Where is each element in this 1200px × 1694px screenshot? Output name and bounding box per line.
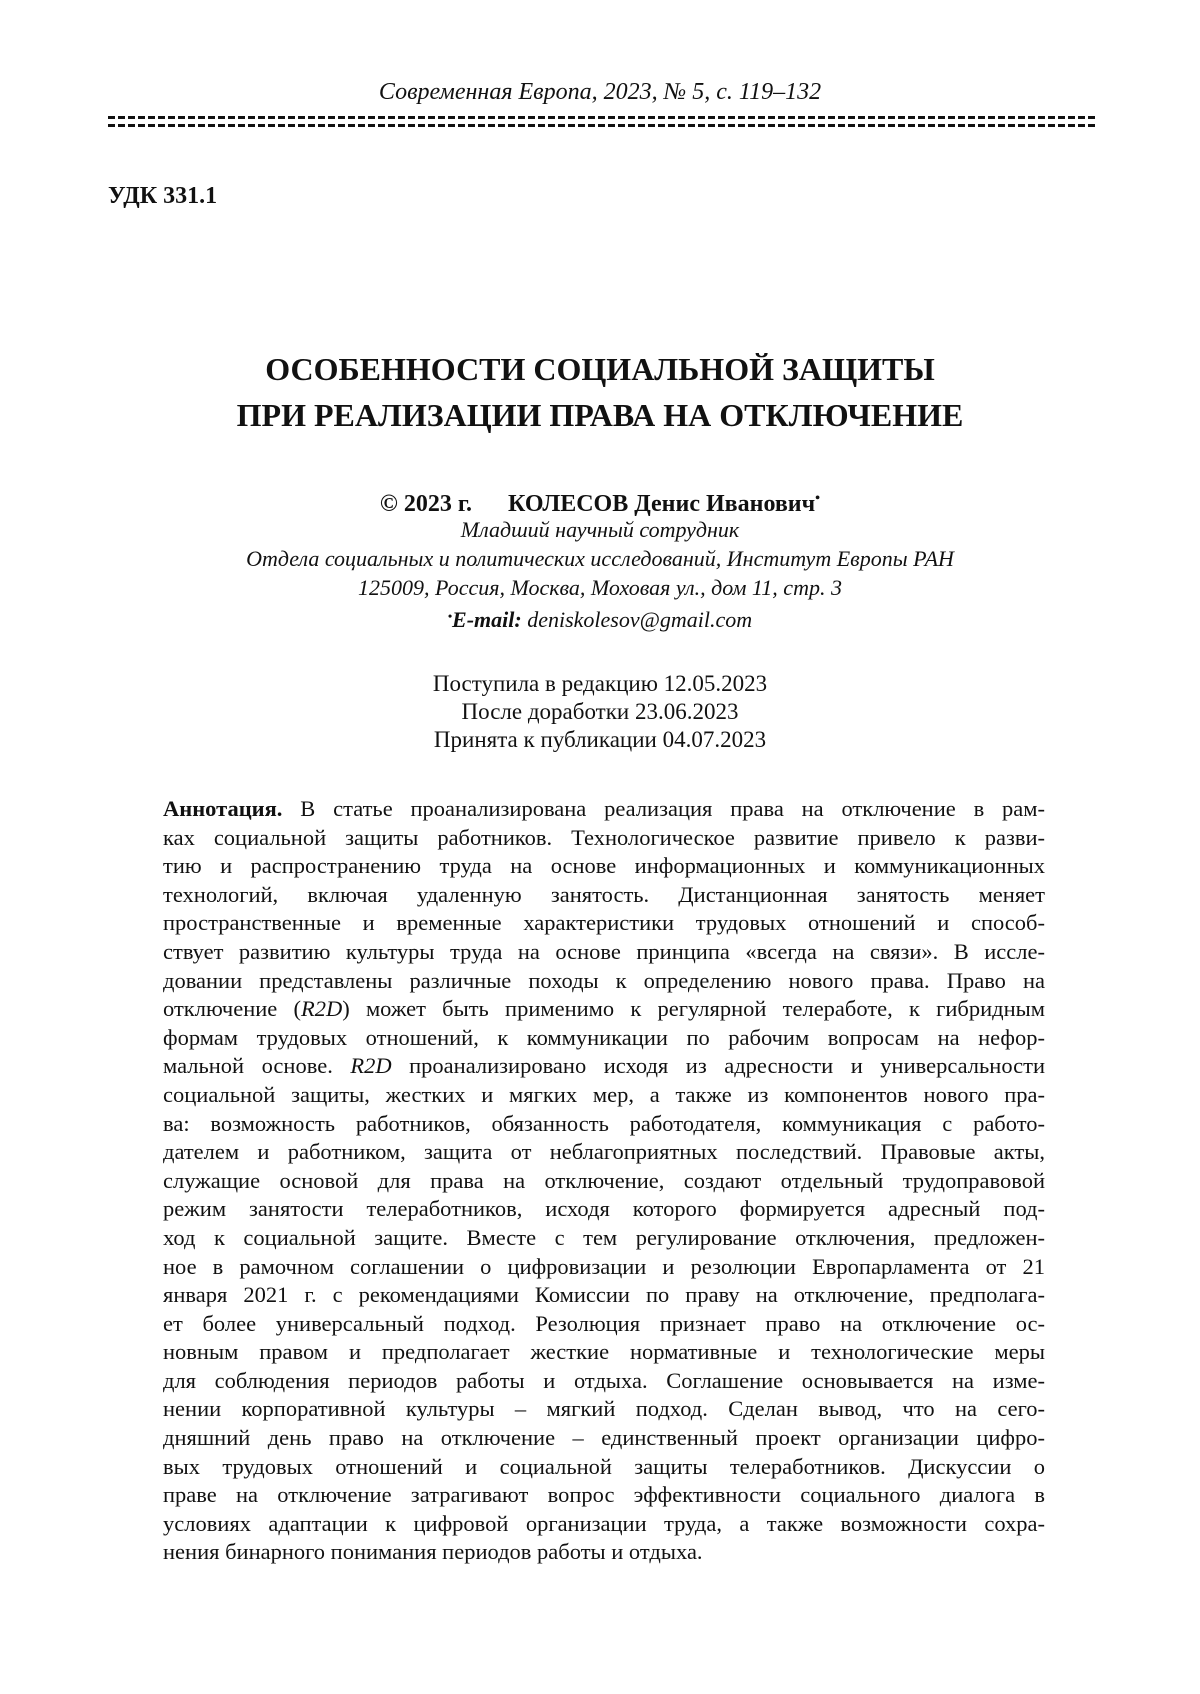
date-revised: После доработки 23.06.2023 (461, 699, 739, 724)
r2d-term: R2D (350, 1053, 392, 1079)
author-position: Младший научный сотрудник (460, 517, 740, 542)
abstract-line: дателем и работником, защита от неблагоприятных последствий. Правовые акты, (163, 1139, 1045, 1165)
abstract-line: января 2021 г. с рекомендациями Комиссии по праву на отключение, предполага- (163, 1282, 1045, 1308)
abstract-line: нения бинарного понимания периодов работы и отдыха. (163, 1539, 703, 1565)
date-accepted: Принята к публикации 04.07.2023 (433, 727, 767, 752)
abstract-line: дняшний день право на отключение – единственный проект организации цифро- (163, 1425, 1045, 1451)
abstract-line: социальной защиты, жестких и мягких мер, а также из компонентов нового пра- (163, 1081, 1045, 1107)
author-email[interactable]: deniskolesov@gmail.com (527, 607, 753, 632)
email-label: E-mail: (452, 607, 522, 632)
abstract-line: мальной основе. R2D проанализировано исходя из адресности и универсальности (163, 1053, 1045, 1079)
email-marker: • (447, 609, 453, 623)
author-marker: • (815, 491, 821, 506)
date-received: Поступила в редакцию 12.05.2023 (432, 671, 768, 696)
abstract-line: новным правом и предполагает жесткие нормативные и технологические меры (163, 1339, 1045, 1365)
abstract-line: тию и распространению труда на основе информационных и коммуникационных (163, 853, 1045, 879)
abstract-line: праве на отключение затрагивают вопрос эффективности социального диалога в (163, 1482, 1045, 1508)
abstract (163, 795, 1045, 1567)
abstract-line: формам трудовых отношений, к коммуникации по рабочим вопросам на нефор- (163, 1024, 1045, 1050)
abstract-line: вых трудовых отношений и социальной защиты телеработников. Дискуссии о (163, 1453, 1045, 1479)
abstract-line: условиях адаптации к цифровой организации труда, а также возможности сохра- (163, 1510, 1045, 1536)
abstract-line: ход к социальной защите. Вместе с тем регулирование отключения, предложен- (163, 1224, 1045, 1250)
title-line-2: ПРИ РЕАЛИЗАЦИИ ПРАВА НА ОТКЛЮЧЕНИЕ (236, 397, 964, 433)
author-address: 125009, Россия, Москва, Моховая ул., дом 11, стр. 3 (358, 575, 842, 600)
title-line-1: ОСОБЕННОСТИ СОЦИАЛЬНОЙ ЗАЩИТЫ (265, 351, 935, 387)
abstract-line: нении корпоративной культуры – мягкий подход. Сделан вывод, что на сего- (163, 1396, 1045, 1422)
abstract-line: ва: возможность работников, обязанность работодателя, коммуникация с работо- (163, 1110, 1045, 1136)
author-affiliation (0, 515, 1200, 634)
r2d-term: R2D (300, 996, 343, 1022)
abstract-line: ствует развитию культуры труда на основе принципа «всегда на связи». В иссле- (163, 938, 1045, 964)
abstract-line: ет более универсальный подход. Резолюция признает право на отключение ос- (163, 1310, 1045, 1336)
article-title (0, 346, 1200, 438)
abstract-line: для соблюдения периодов работы и отдыха. Соглашение основывается на изме- (163, 1367, 1045, 1393)
author-department: Отдела социальных и политических исследований, Институт Европы РАН (246, 546, 954, 571)
abstract-line: служащие основой для права на отключение, создают отдельный трудоправовой (163, 1167, 1045, 1193)
author-email-line (0, 602, 1200, 634)
abstract-label: Аннотация. (163, 796, 283, 821)
abstract-line: технологий, включая удаленную занятость. Дистанционная занятость меняет (163, 881, 1045, 907)
abstract-line: довании представлены различные походы к определению нового права. Право на (163, 967, 1045, 993)
header-rule-bottom (108, 124, 1098, 127)
abstract-line: Аннотация. В статье проанализирована реализация права на отключение в рам- (163, 796, 1045, 821)
abstract-line: отключение (R2D) может быть применимо к регулярной телеработе, к гибридным (163, 996, 1045, 1022)
submission-dates (0, 670, 1200, 754)
abstract-line: ках социальной защиты работников. Технологическое развитие привело к разви- (163, 824, 1045, 850)
author-line (0, 485, 1200, 518)
header-rule-top (108, 116, 1098, 119)
udc-code: УДК 331.1 (108, 183, 218, 209)
abstract-line: ное в рамочном соглашении о цифровизации и резолюции Европарламента от 21 (163, 1253, 1045, 1279)
author-name: КОЛЕСОВ Денис Иванович (508, 491, 816, 517)
copyright: © 2023 г. (379, 491, 473, 517)
abstract-line: режим занятости телеработников, исходя которого формируется адресный под- (163, 1196, 1045, 1222)
running-head: Современная Европа, 2023, № 5, с. 119–132 (378, 79, 822, 105)
abstract-line: пространственные и временные характеристики трудовых отношений и способ- (163, 910, 1045, 936)
